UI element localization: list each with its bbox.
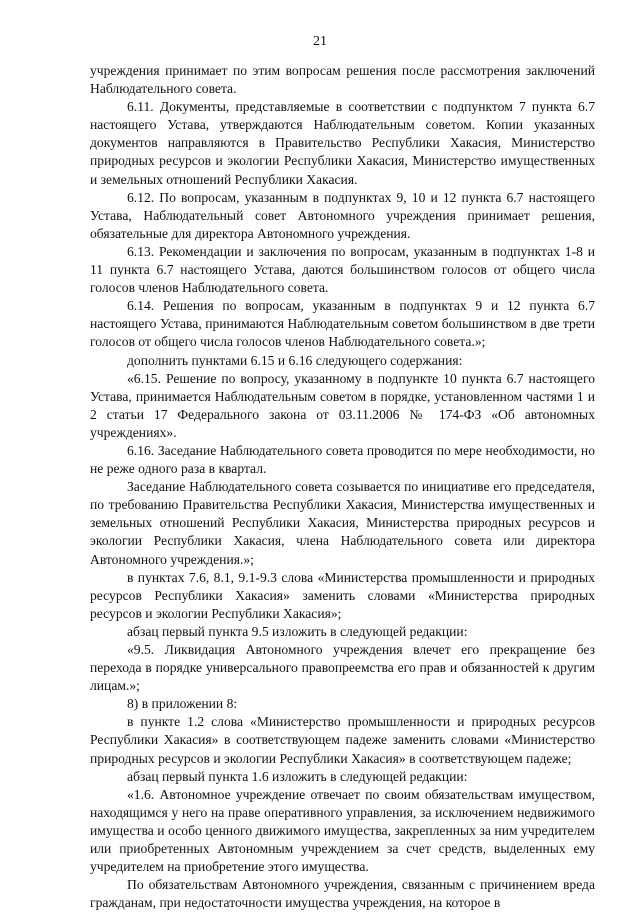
paragraph-1-6-intro: абзац первый пункта 1.6 изложить в следующей редакции: [127, 768, 468, 784]
paragraph-6-13: 6.13. Рекомендации и заключения по вопросам, указанным в подпунктах 1-8 и 11 пункта 6.7 настоящего Устава, даются большинством голосов от общего числа голосов членов Наблюдательного совета. [90, 243, 595, 296]
paragraph-6-12: 6.12. По вопросам, указанным в подпунктах 9, 10 и 12 пункта 6.7 настоящего Устава, Наблюдательный совет Автономного учреждения принимает решения, обязательные для директора Автономного учреждения. [90, 189, 595, 241]
paragraph-6-14: 6.14. Решения по вопросам, указанным в подпунктах 9 и 12 пункта 6.7 настоящего Устава, принимаются Наблюдательным советом большинством в две трети голосов от общего числа голосов членов Наблюдательного совета.»; [90, 298, 595, 350]
paragraph-6-11: 6.11. Документы, представляемые в соответствии с подпунктом 7 пункта 6.7 настоящего Устава, утверждаются Наблюдательным советом. Копии указанных документов направляются в Правительство Республики Хакасия, Министерство природных ресурсов и экологии Республики Хакасия, Министерство имущественных и земельных отношений Республики Хакасия. [90, 99, 595, 187]
paragraph-obligations: По обязательствам Автономного учреждения, связанным с причинением вреда гражданам, при недостаточности имущества учреждения, на которое в [90, 877, 595, 911]
page-number: 21 [313, 34, 327, 49]
paragraph-add-points: дополнить пунктами 6.15 и 6.16 следующего содержания: [127, 352, 463, 368]
document-body [90, 62, 595, 912]
paragraph-9-5-intro: абзац первый пункта 9.5 изложить в следующей редакции: [127, 623, 468, 639]
paragraph-points-7-6-8-1: в пунктах 7.6, 8.1, 9.1-9.3 слова «Министерства промышленности и природных ресурсов Республики Хакасия» заменить словами «Министерства природных ресурсов и экологии Республики Хакасия»; [90, 569, 595, 621]
paragraph-point-1-2: в пункте 1.2 слова «Министерство промышленности и природных ресурсов Республики Хакасия» в соответствующем падеже заменить словами «Министерство природных ресурсов и экологии Республики Хакасия» в соответствующем падеже; [90, 714, 595, 766]
paragraph-6-16: 6.16. Заседание Наблюдательного совета проводится по мере необходимости, но не реже одного раза в квартал. [90, 442, 595, 477]
paragraph-meeting-convening: Заседание Наблюдательного совета созывается по инициативе его председателя, по требованию Правительства Республики Хакасия, Министерства имущественных и земельных отношений Республики Хакасия, Министерства природных ресурсов и экологии Республики Хакасия, члена Наблюдательного совета или директора Автономного учреждения.»; [90, 479, 595, 567]
paragraph-9-5: «9.5. Ликвидация Автономного учреждения влечет его прекращение без перехода в порядке универсального правопреемства его прав и обязанностей к другим лицам.»; [90, 642, 595, 694]
paragraph-1-6: «1.6. Автономное учреждение отвечает по своим обязательствам имуществом, находящимся у него на праве оперативного управления, за исключением недвижимого имущества и особо ценного движимого имущества, закрепленных за ним учредителем или приобретенных Автономным учреждением за счет средств, выделенных ему учредителем на приобретение этого имущества. [90, 786, 595, 875]
paragraph-continuation: учреждения принимает по этим вопросам решения после рассмотрения заключений Наблюдательного совета. [90, 63, 595, 97]
paragraph-appendix-8: 8) в приложении 8: [127, 696, 238, 712]
paragraph-6-15: «6.15. Решение по вопросу, указанному в подпункте 10 пункта 6.7 настоящего Устава, принимается Наблюдательным советом в порядке, установленном частями 1 и 2 статьи 17 Федерального закона от 03.11.2006 № 174-ФЗ «Об автономных учреждениях». [90, 370, 595, 440]
